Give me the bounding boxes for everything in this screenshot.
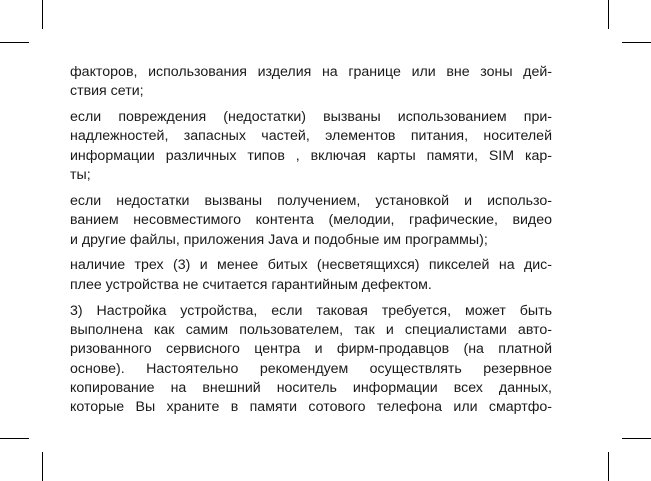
text-line: ванием несовместимого контента (мелодии, графические, видео: [70, 212, 552, 229]
paragraph-incompatible-content: [70, 192, 552, 250]
crop-mark-top-left-vertical: [42, 0, 43, 29]
text-line: плее устройства не считается гарантийным дефектом.: [70, 276, 432, 293]
text-line: наличие трех (3) и менее битых (несветящихся) пикселей на дис-: [70, 257, 552, 274]
paragraph-dead-pixels: [70, 256, 552, 295]
document-body-text: [70, 63, 552, 424]
text-line: и другие файлы, приложения Java и подобные им программы);: [70, 231, 488, 248]
text-line: основе). Настоятельно рекомендуем осуществлять резервное: [70, 360, 552, 377]
crop-mark-bottom-left-vertical: [42, 452, 43, 481]
paragraph-device-setup: [70, 302, 552, 418]
text-line: выполнена как самим пользователем, так и специалистами авто-: [70, 321, 552, 338]
text-line: факторов, использования изделия на границе или вне зоны дей-: [70, 64, 552, 80]
text-line: если недостатки вызваны получением, установкой и использо-: [70, 192, 552, 209]
text-line: если повреждения (недостатки) вызваны использованием при-: [70, 109, 552, 126]
crop-mark-bottom-right-vertical: [608, 452, 609, 481]
text-line: ствия сети;: [70, 83, 144, 100]
text-line: ризованного сервисного центра и фирм-продавцов (на платной: [70, 341, 552, 358]
crop-mark-top-left-horizontal: [0, 42, 29, 43]
paragraph-network-zone: [70, 63, 552, 102]
text-line: ты;: [70, 167, 91, 184]
text-line: надлежностей, запасных частей, элементов питания, носителей: [70, 128, 552, 145]
text-line: которые Вы храните в памяти сотового телефона или смартфо-: [70, 399, 552, 416]
crop-mark-top-right-vertical: [608, 0, 609, 29]
crop-mark-bottom-right-horizontal: [622, 438, 651, 439]
text-line: 3) Настройка устройства, если таковая требуется, может быть: [70, 302, 552, 319]
crop-mark-top-right-horizontal: [622, 42, 651, 43]
paragraph-accessories-damage: [70, 108, 552, 185]
crop-mark-bottom-left-horizontal: [0, 438, 29, 439]
text-line: информации различных типов , включая карты памяти, SIM кар-: [70, 147, 552, 164]
text-line: копирование на внешний носитель информации всех данных,: [70, 379, 552, 396]
